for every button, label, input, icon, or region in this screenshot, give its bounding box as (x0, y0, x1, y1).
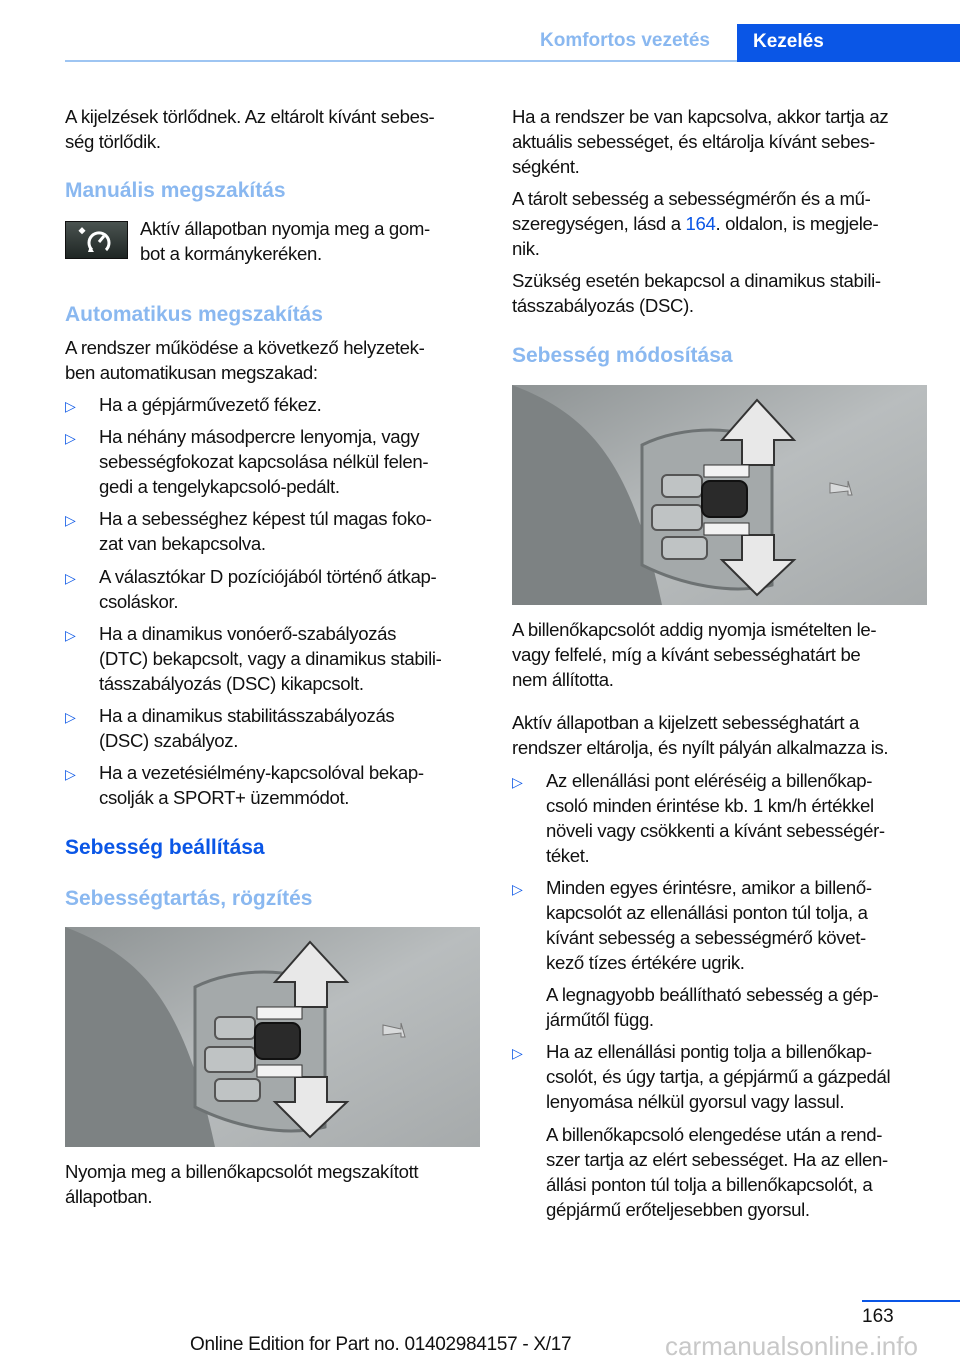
bullet-icon: ▷ (512, 1045, 523, 1061)
bullet-icon: ▷ (65, 398, 76, 414)
watermark: carmanualsonline.info (665, 1331, 918, 1361)
image-caption: Nyomja meg a billenőkapcsolót megszakított állapotban. (65, 1161, 419, 1207)
paragraph (512, 186, 878, 261)
list-item: Ha a vezetésiélmény-kapcsolóval bekap- csolják a SPORT+ üzemmódot. (99, 762, 424, 808)
heading-speed-setting: Sebesség beállítása (65, 836, 265, 859)
edition-text: Online Edition for Part no. 01402984157 - X/17 (190, 1334, 572, 1355)
paragraph: A billenőkapcsolót addig nyomja ismételten le- vagy felfelé, míg a kívánt sebességhatárt be nem állította. (512, 619, 877, 690)
intro-paragraph: A kijelzések törlődnek. Az eltárolt kívánt sebes- ség törlődik. (65, 106, 435, 152)
page-number: 163 (862, 1306, 894, 1327)
heading-speed-hold: Sebességtartás, rögzítés (65, 887, 313, 910)
bullet-icon: ▷ (65, 766, 76, 782)
paragraph: Aktív állapotban a kijelzett sebességhatárt a rendszer eltárolja, és nyílt pályán alkalmazza is. (512, 712, 889, 758)
list-item-note: A billenőkapcsoló elengedése után a rend- szer tartja az elért sebességet. Ha az ellen- állási ponton túl tolja a billenőkapcsolót, a gépjármű erőteljesebben gyorsul. (546, 1124, 888, 1220)
bullet-icon: ▷ (65, 627, 76, 643)
list-item: Ha az ellenállási pontig tolja a billenőkap- csolót, és úgy tartja, a gépjármű a gázpedál lenyomása nélkül gyorsul vagy lassul. (546, 1041, 891, 1112)
bullet-icon: ▷ (65, 512, 76, 528)
bullet-icon: ▷ (65, 709, 76, 725)
paragraph: Szükség esetén bekapcsol a dinamikus stabili- tásszabályozás (DSC). (512, 270, 881, 316)
heading-manual-interrupt: Manuális megszakítás (65, 179, 286, 202)
text: A tárolt sebesség a sebességmérőn és a mű- szeregységen, lásd a (512, 188, 871, 234)
bullet-icon: ▷ (65, 430, 76, 446)
list-item: Ha a dinamikus vonóerő-szabályozás (DTC) bekapcsolt, vagy a dinamikus stabili- tásszabályozás (DSC) kikapcsolt. (99, 623, 442, 694)
list-item-note: A legnagyobb beállítható sebesség a gép- járműtől függ. (546, 984, 879, 1030)
page-link[interactable]: 164 (685, 213, 716, 234)
text: . oldalon, is megjele- nik. (512, 213, 879, 259)
list-item: Ha a sebességhez képest túl magas foko- zat van bekapcsolva. (99, 508, 432, 554)
bullet-icon: ▷ (512, 774, 523, 790)
bullet-icon: ▷ (65, 570, 76, 586)
steering-wheel-rocker-image (65, 927, 480, 1147)
cruise-control-pause-icon (65, 221, 128, 259)
list-item: Ha néhány másodpercre lenyomja, vagy sebességfokozat kapcsolása nélkül felen- gedi a tengelykapcsoló-pedált. (99, 426, 429, 497)
header-divider (65, 60, 737, 62)
list-item: Ha a gépjárművezető fékez. (99, 394, 322, 415)
footer-divider (862, 1300, 960, 1302)
auto-interrupt-text: A rendszer működése a következő helyzetek- ben automatikusan megszakad: (65, 337, 425, 383)
steering-wheel-rocker-image (512, 385, 927, 605)
manual-interrupt-text: Aktív állapotban nyomja meg a gom- bot a kormánykeréken. (140, 218, 430, 264)
heading-auto-interrupt: Automatikus megszakítás (65, 303, 323, 326)
list-item: Minden egyes érintésre, amikor a billenő- kapcsolót az ellenállási ponton túl tolja, a kívánt sebesség a sebességmérő követ- kező tízes értékére ugrik. (546, 877, 872, 973)
heading-speed-change: Sebesség módosítása (512, 344, 733, 367)
paragraph: Ha a rendszer be van kapcsolva, akkor tartja az aktuális sebességet, és eltárolja kívánt sebes- ségként. (512, 106, 889, 177)
list-item: Az ellenállási pont eléréséig a billenőkap- csoló minden érintése kb. 1 km/h értékkel növeli vagy csökkenti a kívánt sebességér- téket. (546, 770, 885, 866)
breadcrumb-chapter[interactable]: Kezelés (737, 24, 960, 62)
list-item: A választókar D pozíciójából történő átkap- csoláskor. (99, 566, 437, 612)
list-item: Ha a dinamikus stabilitásszabályozás (DSC) szabályoz. (99, 705, 395, 751)
bullet-icon: ▷ (512, 881, 523, 897)
breadcrumb-section[interactable]: Komfortos vezetés (540, 30, 710, 51)
